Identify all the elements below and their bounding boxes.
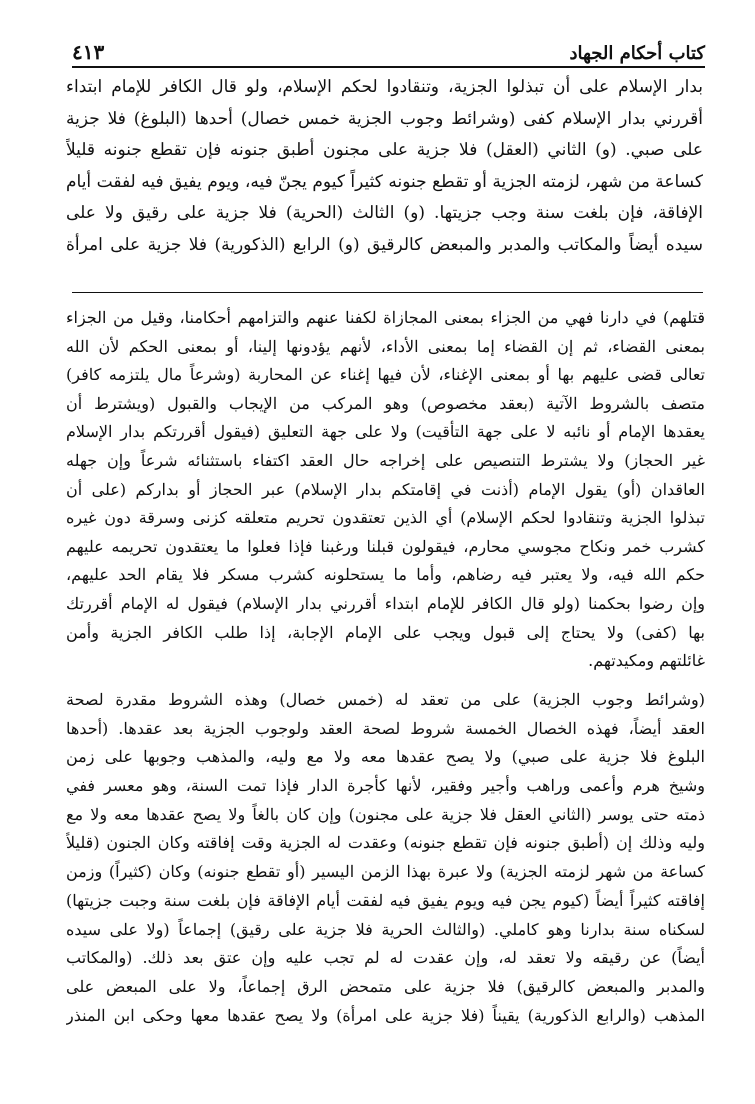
text-line: المذهب (والرابع الذكورية) يقيناً (فلا جزية على امرأة) ولا يصح عقدها معها وحكى ابن المنذر (66, 1005, 705, 1025)
text-line: أيضاً) عن رقيقه ولا تعقد له، وإن عقدت له لم تجب عليه وإن عتق بعد ذلك. (والمكاتب (66, 948, 705, 968)
text-line: كساعة من شهر، لزمته الجزية أو تقطع جنونه كثيراً كيوم يجنّ فيه، ويوم يفيق فيه لفقت أيام (66, 171, 703, 192)
text-line: حكم الله فيه، ولا يعتبر فيه رضاهم، وأما ما يستحلونه كشرب مسكر فلا يقام الحد عليهم، (66, 565, 705, 585)
text-line: كشرب خمر ونكاح مجوسي محارم، فيقولون قبلنا ورغبنا فإذا فعلوا ما يعتقدون تحريمه عليهم (66, 536, 705, 556)
text-line: أقررني بدار الإسلام كفى (وشرائط وجوب الجزية خمس خصال) أحدها (البلوغ) فلا جزية (66, 108, 703, 129)
text-line: وليه وذلك إن (أطبق جنونه فإن تقطع جنونه) وعقدت له الجزية وقت إفاقته وكان الجنون (قليلاً (66, 833, 705, 853)
text-line: العقد أيضاً، فهذه الخصال الخمسة شروط لصحة العقد ولوجوب الجزية بعد عقدها. (أحدها (66, 718, 705, 738)
text-line: على صبي. (و) الثاني (العقل) فلا جزية على مجنون أطبق جنونه فإن تقطع جنونه قليلاً (66, 140, 703, 161)
text-line: إفاقته كثيراً أيضاً (كيوم يجن فيه ويوم يفيق فيه لفقت أيام الإفاقة فإن بلغت سنة وجبت جزيتها) (66, 890, 705, 910)
text-line: قتلهم) في دارنا فهي من الجزاء بمعنى المجازاة لكفنا عنهم والتزامهم أحكامنا، وقيل من الجزاء (66, 308, 705, 327)
book-title: كتاب أحكام الجهاد (569, 43, 705, 64)
text-line: الإفاقة، فإن بلغت سنة وجب جزيتها. (و) الثالث (الحرية) فلا جزية على رقيق ولا على (66, 203, 703, 224)
text-line: بها (كفى) ولا يحتاج إلى قبول ويجب على الإمام الإجابة، إذا طلب الكافر الجزية وأمن (66, 622, 705, 642)
commentary-text-2 (66, 686, 705, 1030)
text-line: العاقدان (أو) يقول الإمام (أذنت في إقامتكم بدار الإسلام) عبر الحجاز أو بداركم (على أن (66, 479, 705, 499)
text-line: بمعنى القضاء، ثم إن القضاء إما بمعنى الأداء، لأنهم يؤدونها إلينا، أو بمعنى الحكم لأن الله (66, 336, 705, 356)
text-line: لسكناه سنة بدارنا وهو كاملي. (والثالث الحرية فلا جزية على رقيق) إجماعاً (ولا على سيده (66, 919, 705, 939)
text-line: وشيخ هرم وأعمى وراهب وأجير وفقير، لأنها كأجرة الدار فإذا تمت السنة، وهو معسر ففي (66, 776, 705, 796)
main-text (66, 72, 703, 262)
text-line: كساعة من شهر لزمته الجزية) ولا عبرة بهذا الزمن اليسير (أو تقطع جنونه) وكان (كثيراً) وزمن (66, 862, 705, 882)
page-number: ٤١٣ (72, 40, 105, 64)
text-line: بدار الإسلام على أن تبذلوا الجزية، وتنقادوا لحكم الإسلام، ولو قال الكافر للإمام ابتداء (66, 77, 703, 97)
text-line: ذمته حتى يوسر (الثاني العقل فلا جزية على مجنون) وإن كان بالغاً ولا يصح عقدها معه ولا مع (66, 804, 705, 824)
text-line: (وشرائط وجوب الجزية) على من تعقد له (خمس خصال) وهذه الشروط مقدرة لصحة (66, 690, 705, 709)
text-line: البلوغ فلا جزية على صبي) ولا يصح عقدها معه ولا مع وليه، والمذهب وجوبها على زمن (66, 747, 705, 767)
text-line: تعالى قضى عليهم بها أو بمعنى الإغناء، لأن فيها إغناء عن المحاربة (وشرعاً مال يلتزمه كافر) (66, 365, 705, 385)
text-line: غائلتهم ومكيدتهم. (588, 651, 705, 671)
text-line: والمدبر والمبعض كالرقيق) فلا جزية على متمحض الرق إجماعاً، ولا على المبعض على (66, 976, 705, 996)
page-header (72, 34, 705, 68)
commentary-text (66, 304, 705, 676)
text-line: متصف بالشروط الآتية (بعقد مخصوص) وهو المركب من الإيجاب والقبول (ويشترط أن (66, 393, 705, 413)
text-line: غير الحجاز) ولا يشترط التنصيص على إخراجه حال العقد اكتفاء باستثنائه شرعاً وإن جهله (66, 450, 705, 470)
text-line: يعقدها الإمام أو نائبه لا على جهة التأقيت) ولا على جهة التعليق (فيقول أقررتكم بدار الإسلام (66, 422, 705, 442)
text-line: تبذلوا الجزية وتنقادوا لحكم الإسلام) أي الذين تعتقدون تحريم متعلقه كزنى وسرقة دون غيره (66, 508, 705, 528)
text-line: وإن رضوا بحكمنا (ولو قال الكافر للإمام ابتداء أقررني بدار الإسلام) فيقول له الإمام أقررتك (66, 593, 705, 613)
section-divider (72, 292, 703, 293)
text-line: سيده أيضاً والمكاتب والمدبر والمبعض كالرقيق (و) الرابع (الذكورية) فلا جزية على امرأة (66, 234, 703, 255)
